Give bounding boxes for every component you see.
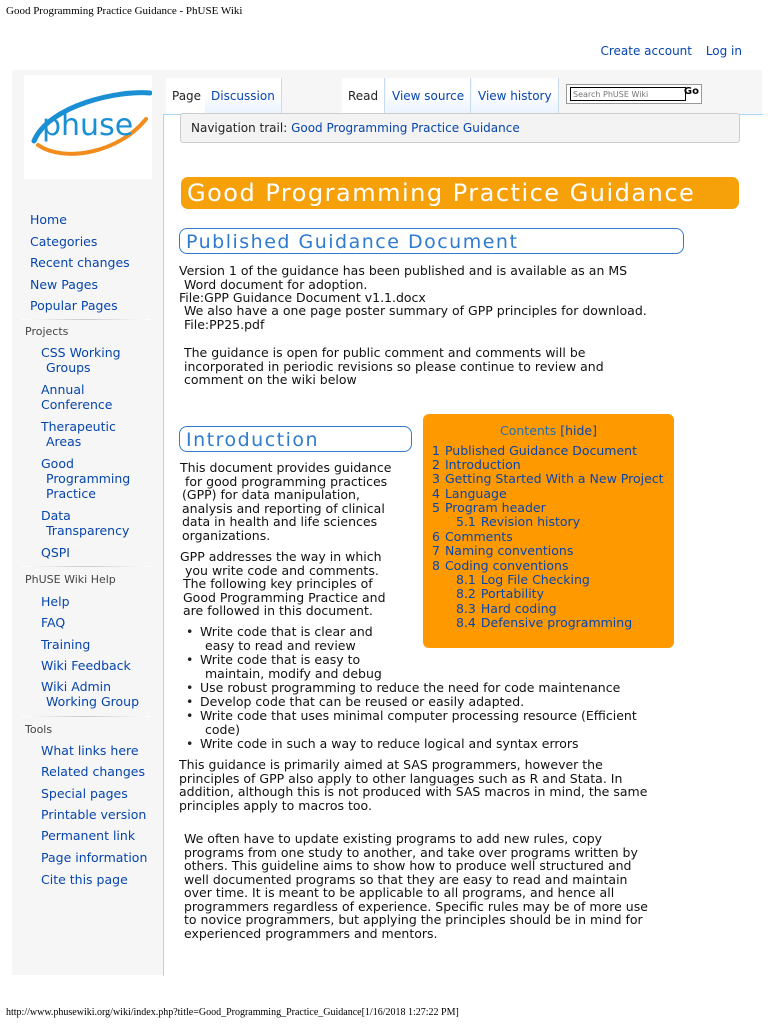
file-link-pp25[interactable]: File:PP25.pdf — [184, 317, 265, 332]
tab-view-source-label: View source — [392, 89, 465, 103]
section-heading-published: Published Guidance Document — [179, 228, 684, 254]
toc-item-label: Portability — [480, 586, 544, 601]
text-line: data in health and life sciences — [182, 514, 378, 529]
text-line: GPP addresses the way in which — [180, 549, 382, 564]
navigation-trail-link[interactable]: Good Programming Practice Guidance — [291, 121, 520, 135]
intro-paragraph-1 — [180, 461, 391, 542]
sidebar-item-line: Wiki Admin — [41, 679, 112, 694]
toc-item-label: Revision history — [480, 514, 581, 529]
tab-view-source[interactable] — [386, 78, 471, 114]
toc-item-number: 5 — [432, 500, 440, 515]
sidebar-item-line: CSS Working — [41, 345, 121, 360]
navigation-trail — [180, 113, 740, 143]
text-line: for good programming practices — [185, 473, 388, 489]
toc-item-label: Getting Started With a New Project — [444, 471, 664, 486]
toc-item-number: 8.3 — [456, 601, 476, 616]
sidebar-item-therapeutic-areas[interactable] — [41, 419, 116, 449]
sidebar-item-qspi[interactable]: QSPI — [41, 545, 70, 560]
phuse-logo[interactable] — [24, 75, 152, 179]
sidebar-item-line: Therapeutic — [41, 419, 116, 434]
view-tabs — [342, 78, 562, 114]
principle-item: • Use robust programming to reduce the need for code maintenance — [200, 681, 620, 695]
sidebar-item-line: Programming — [46, 471, 131, 486]
search-input[interactable] — [570, 87, 686, 101]
toc-item-number: 8 — [432, 558, 440, 573]
text-line: organizations. — [182, 527, 271, 543]
search-go-button[interactable]: Go — [683, 86, 699, 97]
navigation-trail-label: Navigation trail: — [191, 121, 288, 135]
toc-item-label: Log File Checking — [480, 572, 590, 587]
toc-hide-toggle[interactable]: [hide] — [560, 423, 597, 438]
intro-paragraph-2 — [180, 550, 386, 618]
sidebar-item-popular-pages[interactable]: Popular Pages — [30, 298, 118, 313]
log-in-link[interactable]: Log in — [705, 44, 742, 58]
sidebar-item-what-links-here[interactable]: What links here — [41, 743, 139, 758]
sidebar-item-help[interactable]: Help — [41, 594, 70, 609]
toc-item-number: 8.4 — [456, 615, 476, 630]
toc-item[interactable] — [432, 444, 637, 458]
sidebar-item-recent-changes[interactable]: Recent changes — [30, 255, 130, 270]
sidebar-item-categories[interactable]: Categories — [30, 234, 98, 249]
toc-item-label: Comments — [444, 529, 513, 544]
toc-item-number: 7 — [432, 543, 440, 558]
tab-view-history-label: View history — [478, 89, 552, 103]
sidebar-item-annual-conference[interactable] — [41, 382, 112, 412]
text-line: to novice programmers, but applying the principles should be in mind for — [184, 912, 643, 927]
principle-item — [200, 709, 637, 736]
principle-item — [200, 653, 382, 680]
sidebar-item-related-changes[interactable]: Related changes — [41, 764, 145, 779]
text-line: maintain, modify and debug — [205, 665, 382, 681]
toc-item[interactable] — [456, 616, 632, 630]
toc-item-number: 2 — [432, 457, 440, 472]
tab-discussion[interactable] — [205, 78, 282, 114]
published-paragraph-2: We also have a one page poster summary of GPP principles for download. — [184, 303, 647, 318]
text-line: This guidance is primarily aimed at SAS programmers, however the — [179, 757, 603, 772]
toc-item-label: Introduction — [444, 457, 521, 472]
sidebar-item-line: Practice — [46, 486, 96, 501]
sidebar-item-line: Transparency — [46, 523, 130, 538]
toc-item-label: Naming conventions — [444, 543, 574, 558]
toc-item-label: Hard coding — [480, 601, 557, 616]
toc-item-number: 5.1 — [456, 514, 476, 529]
toc-item-number: 1 — [432, 443, 440, 458]
sidebar-item-data-transparency[interactable] — [41, 508, 129, 538]
sidebar-divider — [22, 566, 150, 567]
sidebar-item-wiki-feedback[interactable]: Wiki Feedback — [41, 658, 131, 673]
sas-paragraph — [179, 758, 647, 812]
sidebar-item-cite-this-page[interactable]: Cite this page — [41, 872, 128, 887]
sidebar-divider — [22, 319, 150, 320]
toc-item-number: 8.2 — [456, 586, 476, 601]
file-link-gpp-guidance[interactable]: File:GPP Guidance Document v1.1.docx — [179, 290, 426, 305]
toc-item[interactable] — [432, 458, 521, 472]
tab-page[interactable]: Page — [166, 78, 208, 114]
sidebar-item-line: Data — [41, 508, 71, 523]
published-paragraph-1 — [179, 264, 627, 291]
personal-tools — [590, 44, 742, 58]
toc-item[interactable] — [456, 587, 544, 601]
sidebar-item-page-information[interactable]: Page information — [41, 850, 148, 865]
text-line: you write code and comments. — [185, 562, 379, 578]
text-line: (GPP) for data manipulation, — [182, 487, 360, 502]
sidebar-item-special-pages[interactable]: Special pages — [41, 786, 128, 801]
toc-item-label: Coding conventions — [444, 558, 569, 573]
update-paragraph — [184, 832, 648, 940]
text-line: analysis and reporting of clinical — [182, 500, 385, 516]
sidebar-item-good-programming-practice[interactable] — [41, 456, 130, 501]
toc-item[interactable] — [432, 559, 568, 573]
sidebar-item-new-pages[interactable]: New Pages — [30, 277, 99, 292]
text-line: This document provides guidance — [180, 460, 392, 475]
tab-discussion-label: Discussion — [211, 89, 275, 103]
published-paragraph-3 — [184, 346, 604, 387]
text-line: The guidance is open for public comment and comments will be — [184, 345, 586, 360]
sidebar-item-line: Groups — [46, 360, 91, 375]
text-line: addition, although this is not produced with SAS macros in mind, the same — [179, 784, 648, 799]
phuse-logo-graphic — [24, 75, 152, 179]
toc-item[interactable] — [456, 602, 557, 616]
tab-read[interactable]: Read — [342, 78, 385, 114]
search-box — [566, 84, 702, 104]
print-page-title: Good Programming Practice Guidance - PhUSE Wiki — [6, 5, 243, 17]
text-line: comment on the wiki below — [184, 372, 357, 387]
print-page-url: http://www.phusewiki.org/wiki/index.php?title=Good_Programming_Practice_Guidance[1/16/2018 1:27:22 PM] — [6, 1007, 459, 1018]
text-line: code) — [205, 721, 241, 737]
text-line: are followed in this document. — [183, 603, 373, 618]
sidebar-item-line: Areas — [46, 434, 82, 449]
tab-view-history[interactable] — [472, 78, 559, 114]
text-line: Version 1 of the guidance has been published and is available as an MS — [179, 263, 628, 278]
sidebar-item-permanent-link[interactable]: Permanent link — [41, 828, 136, 843]
toc-title: Contents — [500, 423, 557, 438]
sidebar-item-wiki-admin-working-group[interactable] — [41, 679, 139, 709]
sidebar-heading-projects: Projects — [25, 325, 69, 338]
toc-item[interactable] — [432, 472, 664, 486]
sidebar-item-home[interactable]: Home — [30, 212, 67, 227]
toc-item-number: 3 — [432, 471, 440, 486]
sidebar-item-line: Working Group — [46, 694, 140, 709]
sidebar-item-line: Annual — [41, 382, 85, 397]
toc-item[interactable] — [432, 530, 513, 544]
sidebar-item-training[interactable]: Training — [41, 637, 91, 652]
sidebar-item-css-working-groups[interactable] — [41, 345, 121, 375]
text-line: We often have to update existing programs to add new rules, copy — [184, 831, 603, 846]
sidebar-item-printable-version[interactable]: Printable version — [41, 807, 147, 822]
text-line: • Write code that is clear and — [200, 624, 373, 639]
text-line: Word document for adoption. — [184, 276, 368, 292]
toc-item-number: 8.1 — [456, 572, 476, 587]
text-line: principles of GPP also apply to other languages such as R and Stata. In — [179, 770, 623, 786]
toc-item-number: 6 — [432, 529, 440, 544]
text-line: • Write code that uses minimal computer processing resource (Efficient — [200, 708, 637, 723]
sidebar-heading-help: PhUSE Wiki Help — [25, 573, 116, 586]
toc-item-number: 4 — [432, 486, 440, 501]
sidebar-item-line: Good — [41, 456, 74, 471]
sidebar-item-faq[interactable]: FAQ — [41, 615, 66, 630]
text-line: Good Programming Practice and — [183, 589, 386, 605]
text-line: over time. It is meant to be applicable to all programs, and hence all — [184, 885, 615, 900]
text-line: programs from one study to another, and take over programs written by — [184, 844, 638, 860]
sidebar-item-line: Conference — [41, 397, 113, 412]
table-of-contents — [423, 414, 674, 648]
toc-item[interactable] — [432, 544, 573, 558]
text-line: experienced programmers and mentors. — [184, 925, 438, 941]
toc-item-label: Language — [444, 486, 507, 501]
text-line: easy to read and review — [205, 637, 356, 653]
sidebar-divider — [22, 716, 150, 717]
sidebar-heading-tools: Tools — [25, 723, 53, 736]
toc-item[interactable] — [456, 573, 590, 587]
namespace-tabs — [166, 78, 281, 114]
section-heading-introduction: Introduction — [179, 426, 412, 452]
principle-item: • Write code in such a way to reduce logical and syntax errors — [200, 737, 579, 751]
create-account-link[interactable]: Create account — [600, 44, 692, 58]
toc-item-label: Published Guidance Document — [444, 443, 638, 458]
text-line: programmers regardless of experience. Specific rules may be of more use — [184, 898, 648, 914]
text-line: principles apply to macros too. — [179, 797, 372, 813]
toc-item[interactable] — [432, 501, 546, 515]
toc-item[interactable] — [456, 515, 580, 529]
toc-item-label: Program header — [444, 500, 546, 515]
text-line: others. This guideline aims to show how to produce well structured and — [184, 858, 632, 873]
principle-item: • Develop code that can be reused or easily adapted. — [200, 695, 524, 709]
text-line: incorporated in periodic revisions so please continue to review and — [184, 358, 604, 374]
text-line: well documented programs so that they are easy to read and maintain — [184, 871, 628, 887]
text-line: The following key principles of — [183, 576, 373, 591]
logo-text: phuse — [42, 108, 134, 143]
toc-item[interactable] — [432, 487, 507, 501]
principle-item — [200, 625, 373, 652]
page-title: Good Programming Practice Guidance — [181, 177, 739, 209]
toc-item-label: Defensive programming — [480, 615, 633, 630]
toc-title-row — [423, 423, 674, 438]
text-line: • Write code that is easy to — [200, 652, 361, 667]
